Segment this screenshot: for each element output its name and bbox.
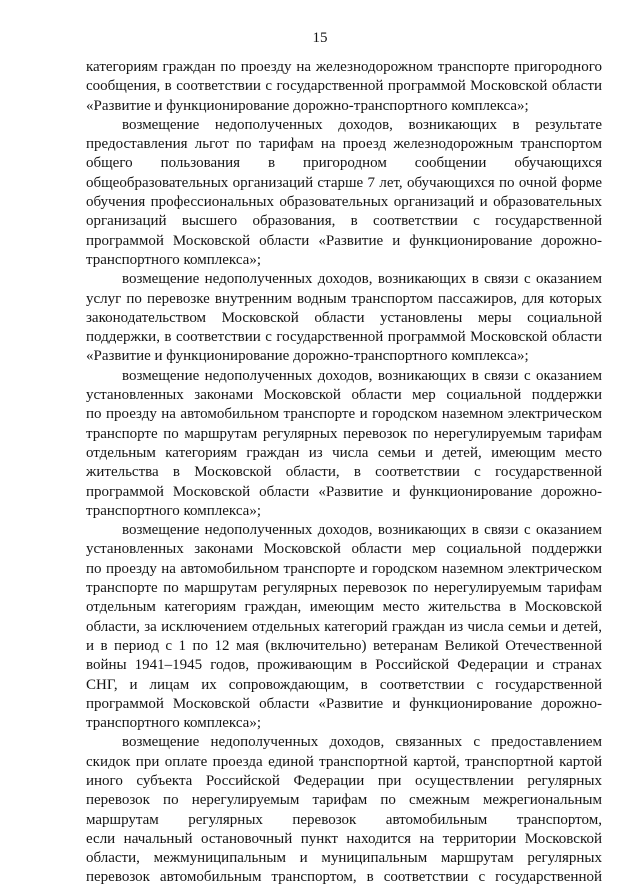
text-line: транспортного комплекса»; xyxy=(86,251,262,268)
text-line: программой Московской области «Развитие и функционирование дорожно- xyxy=(86,695,602,712)
text-line: возмещение недополученных доходов, связанных с предоставлением xyxy=(122,734,602,751)
text-line: возмещение недополученных доходов, возникающих в результате xyxy=(122,116,602,133)
text-line: скидок при оплате проезда единой транспортной картой, транспортной картой xyxy=(86,753,602,770)
text-line: законодательством Московской области установлены меры социальной xyxy=(86,309,602,326)
paragraph xyxy=(86,521,602,733)
text-line: и в период с 1 по 12 мая (включительно) ветеранам Великой Отечественной xyxy=(86,637,602,654)
text-line: «Развитие и функционирование дорожно-транспортного комплекса»; xyxy=(86,348,529,365)
text-line: если начальный остановочный пункт находится на территории Московской xyxy=(86,830,602,847)
text-line: предоставления льгот по тарифам на проезд железнодорожным транспортом xyxy=(86,136,602,153)
text-line: транспорте по маршрутам регулярных перевозок по нерегулируемым тарифам xyxy=(86,425,602,442)
text-line: транспорте по маршрутам регулярных перевозок по нерегулируемым тарифам xyxy=(86,580,602,597)
text-line: СНГ, и лицам их сопровождающим, в соответствии с государственной xyxy=(86,676,602,693)
text-line: возмещение недополученных доходов, возникающих в связи с оказанием xyxy=(122,367,602,384)
document-body xyxy=(86,58,602,888)
text-line: общеобразовательных организаций старше 7 лет, обучающихся по очной форме xyxy=(86,174,602,191)
text-line: установленных законами Московской области мер социальной поддержки xyxy=(86,541,602,558)
text-line: по проезду на автомобильном транспорте и городском наземном электрическом xyxy=(86,406,602,423)
text-line: программой Московской области «Развитие и функционирование дорожно- xyxy=(86,232,602,249)
text-line: области, за исключением отдельных категорий граждан из числа семьи и детей, xyxy=(86,618,602,635)
text-line: сообщения, в соответствии с государственной программой Московской области xyxy=(86,78,602,95)
paragraph xyxy=(86,58,602,116)
text-line: программой Московской области «Развитие и функционирование дорожно- xyxy=(86,483,602,500)
text-line: обучения профессиональных образовательных организаций и образовательных xyxy=(86,194,602,211)
paragraph xyxy=(86,116,602,270)
text-line: области, межмуниципальным и муниципальным маршрутам регулярных xyxy=(86,850,602,867)
text-line: жительства в Московской области, в соответствии с государственной xyxy=(86,464,602,481)
text-line: поддержки, в соответствии с государственной программой Московской области xyxy=(86,329,602,346)
page-number: 15 xyxy=(312,30,328,46)
text-line: перевозок автомобильным транспортом, в соответствии с государственной xyxy=(86,869,602,886)
text-line: отдельным категориям граждан из числа семьи и детей, имеющим место xyxy=(86,444,602,461)
text-line: организаций высшего образования, в соответствии с государственной xyxy=(86,213,602,230)
text-line: возмещение недополученных доходов, возникающих в связи с оказанием xyxy=(122,522,602,539)
paragraph xyxy=(86,733,602,887)
text-line: «Развитие и функционирование дорожно-транспортного комплекса»; xyxy=(86,97,529,114)
text-line: возмещение недополученных доходов, возникающих в связи с оказанием xyxy=(122,271,602,288)
text-line: услуг по перевозке внутренним водным транспортом пассажиров, для которых xyxy=(86,290,602,307)
text-line: транспортного комплекса»; xyxy=(86,502,262,519)
text-line: перевозок по нерегулируемым тарифам по смежным межрегиональным xyxy=(86,792,602,809)
text-line: маршрутам регулярных перевозок автомобильным транспортом, xyxy=(86,811,602,828)
text-line: транспортного комплекса»; xyxy=(86,715,262,732)
text-line: установленных законами Московской области мер социальной поддержки xyxy=(86,387,602,404)
text-line: категориям граждан по проезду на железнодорожном транспорте пригородного xyxy=(86,59,602,75)
text-line: общего пользования в пригородном сообщении обучающихся xyxy=(86,155,602,172)
text-line: отдельным категориям граждан, имеющим место жительства в Московской xyxy=(86,599,602,616)
text-line: иного субъекта Российской Федерации при осуществлении регулярных xyxy=(86,772,602,789)
text-line: войны 1941–1945 годов, проживающим в Российской Федерации и странах xyxy=(86,657,602,674)
text-line: по проезду на автомобильном транспорте и городском наземном электрическом xyxy=(86,560,602,577)
paragraph xyxy=(86,367,602,521)
paragraph xyxy=(86,270,602,366)
